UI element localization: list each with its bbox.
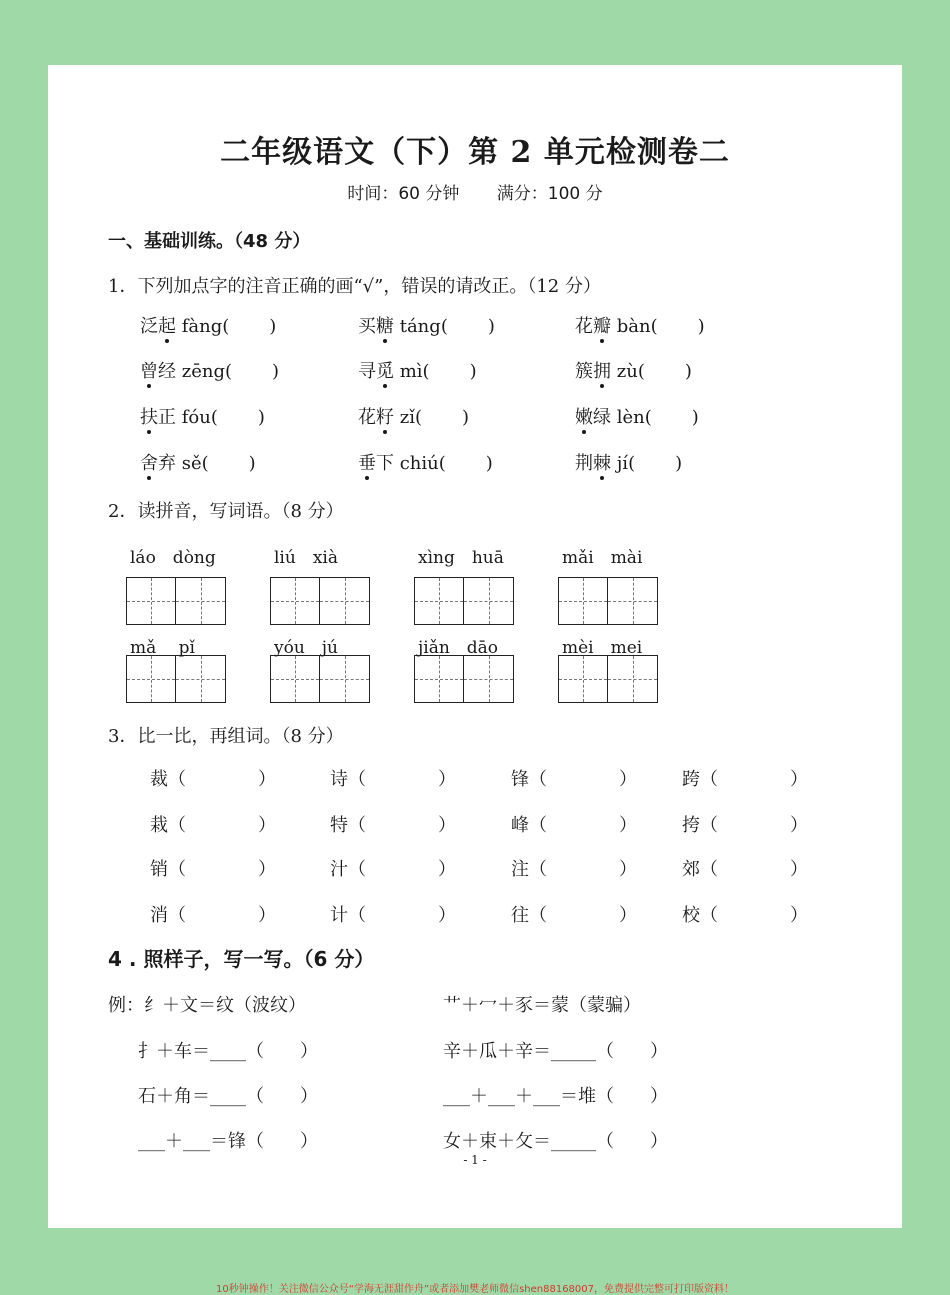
compare-item <box>511 901 637 927</box>
exam-paper <box>48 65 902 1228</box>
pinyin-item <box>575 403 739 429</box>
compare-item <box>682 811 808 837</box>
answer-blank[interactable]: （ ） <box>529 905 637 926</box>
composition-line[interactable]: 石＋角＝____（ ） <box>138 1086 318 1107</box>
grid-cell[interactable] <box>464 656 513 702</box>
dotted-char: 垂 <box>358 449 376 475</box>
pinyin-text: zǐ <box>394 407 415 428</box>
compare-item <box>330 811 456 837</box>
compare-char: 注 <box>511 859 529 880</box>
writing-grid[interactable] <box>558 577 658 625</box>
section-1-heading: 一、基础训练。（48 分） <box>108 231 311 252</box>
pinyin-item <box>140 357 320 383</box>
compare-char: 裁 <box>150 769 168 790</box>
grid-cell[interactable] <box>608 578 657 624</box>
grid-cell[interactable] <box>176 656 225 702</box>
compare-char: 锋 <box>511 769 529 790</box>
pinyin-text: táng <box>394 316 441 337</box>
answer-blank[interactable]: () <box>637 361 732 382</box>
pinyin-label: mǎ pǐ <box>130 638 195 658</box>
answer-blank[interactable]: () <box>440 316 535 337</box>
q2-prompt: 2．读拼音，写词语。（8 分） <box>108 501 344 522</box>
composition-line[interactable]: ___＋___＋___＝堆（ ） <box>443 1086 668 1107</box>
answer-blank[interactable]: （ ） <box>529 769 637 790</box>
compare-char: 特 <box>330 815 348 836</box>
pinyin-text: chiú <box>394 453 439 474</box>
writing-grid[interactable] <box>414 577 514 625</box>
writing-grid[interactable] <box>270 655 370 703</box>
answer-blank[interactable]: （ ） <box>168 769 276 790</box>
exam-meta <box>48 179 902 204</box>
composition-line[interactable]: 女＋束＋攵＝_____（ ） <box>443 1131 668 1152</box>
compare-char: 汁 <box>330 859 348 880</box>
pinyin-item <box>358 403 510 429</box>
grid-cell[interactable] <box>127 656 176 702</box>
grid-cell[interactable] <box>176 578 225 624</box>
answer-blank[interactable]: （ ） <box>700 859 808 880</box>
compare-item <box>330 855 456 881</box>
grid-cell[interactable] <box>271 656 320 702</box>
dotted-char: 扶 <box>140 403 158 429</box>
grid-cell[interactable] <box>464 578 513 624</box>
answer-blank[interactable]: （ ） <box>700 905 808 926</box>
compare-item <box>330 901 456 927</box>
compare-item <box>330 765 456 791</box>
grid-cell[interactable] <box>127 578 176 624</box>
page-title: 二年级语文（下）第 2 单元检测卷二 <box>220 135 730 170</box>
answer-blank[interactable]: （ ） <box>168 859 276 880</box>
pinyin-text: lèn <box>611 407 645 428</box>
compare-char: 挎 <box>682 815 700 836</box>
answer-blank[interactable]: () <box>222 316 317 337</box>
answer-blank[interactable]: （ ） <box>348 905 456 926</box>
pinyin-item <box>575 357 732 383</box>
compare-item <box>150 901 276 927</box>
compare-item <box>511 855 637 881</box>
q4-prompt: 4 . 照样子，写一写。（6 分） <box>108 947 375 971</box>
answer-blank[interactable]: （ ） <box>348 815 456 836</box>
grid-cell[interactable] <box>608 656 657 702</box>
pinyin-item <box>358 357 517 383</box>
answer-blank[interactable]: （ ） <box>168 905 276 926</box>
pinyin-label: xìng huā <box>418 548 504 568</box>
dotted-char: 嫩 <box>575 403 593 429</box>
answer-blank[interactable]: （ ） <box>529 815 637 836</box>
compare-char: 栽 <box>150 815 168 836</box>
compare-char: 计 <box>330 905 348 926</box>
word-char: 寻 <box>358 361 376 382</box>
grid-cell[interactable] <box>320 578 369 624</box>
pinyin-text: bàn <box>611 316 651 337</box>
answer-blank[interactable]: () <box>650 316 745 337</box>
pinyin-item <box>575 312 745 338</box>
full-score: 满分：100 分 <box>496 184 603 204</box>
answer-blank[interactable]: () <box>224 361 320 382</box>
grid-cell[interactable] <box>415 656 464 702</box>
word-char: 绿 <box>593 407 611 428</box>
pinyin-label: yóu jú <box>274 638 339 658</box>
compare-item <box>150 765 276 791</box>
dotted-char: 糖 <box>376 312 394 338</box>
pinyin-item <box>140 403 305 429</box>
dotted-char: 起 <box>158 312 176 338</box>
pinyin-text: zēng <box>176 361 225 382</box>
pinyin-item <box>358 449 533 475</box>
compare-item <box>682 901 808 927</box>
compare-char: 往 <box>511 905 529 926</box>
answer-blank[interactable]: () <box>210 407 305 428</box>
dotted-char: 觅 <box>376 357 394 383</box>
word-char: 簇 <box>575 361 593 382</box>
writing-grid[interactable] <box>126 655 226 703</box>
answer-blank[interactable]: （ ） <box>700 815 808 836</box>
grid-cell[interactable] <box>271 578 320 624</box>
grid-cell[interactable] <box>320 656 369 702</box>
pinyin-item <box>140 312 317 338</box>
grid-cell[interactable] <box>559 578 608 624</box>
word-char: 花 <box>575 316 593 337</box>
compare-item <box>682 855 808 881</box>
dotted-char: 拥 <box>593 357 611 383</box>
grid-cell[interactable] <box>415 578 464 624</box>
time-limit: 时间：60 分钟 <box>347 184 460 204</box>
footer-notice: 10秒钟操作！关注微信公众号“学海无涯甜作舟”或者添加樊老师微信shen88168007，免费提供完整可打印版资料！ <box>215 1284 735 1295</box>
writing-grid[interactable] <box>414 655 514 703</box>
word-char: 正 <box>158 407 176 428</box>
pinyin-item <box>358 312 535 338</box>
word-char: 经 <box>158 361 176 382</box>
dotted-char: 舍 <box>140 449 158 475</box>
compare-item <box>682 765 808 791</box>
word-char: 买 <box>358 316 376 337</box>
answer-blank[interactable]: () <box>628 453 723 474</box>
answer-blank[interactable]: （ ） <box>348 859 456 880</box>
q4-example-1: 例：纟＋文＝纹（波纹） <box>108 995 306 1016</box>
pinyin-label: mèi mei <box>562 638 643 658</box>
pinyin-item <box>575 449 723 475</box>
pinyin-item <box>140 449 296 475</box>
compare-char: 跨 <box>682 769 700 790</box>
writing-grid[interactable] <box>558 655 658 703</box>
answer-blank[interactable]: （ ） <box>348 769 456 790</box>
dotted-char: 瓣 <box>593 312 611 338</box>
pinyin-text: zù <box>611 361 638 382</box>
compare-item <box>511 765 637 791</box>
compare-item <box>150 855 276 881</box>
compare-char: 峰 <box>511 815 529 836</box>
answer-blank[interactable]: () <box>414 407 510 428</box>
compare-item <box>150 811 276 837</box>
pinyin-label: láo dòng <box>130 548 216 568</box>
pinyin-label: mǎi mài <box>562 548 643 568</box>
answer-blank[interactable]: () <box>422 361 517 382</box>
dotted-char: 曾 <box>140 357 158 383</box>
dotted-char: 棘 <box>593 449 611 475</box>
pinyin-text: mì <box>394 361 423 382</box>
answer-blank[interactable]: （ ） <box>700 769 808 790</box>
pinyin-text: sě <box>176 453 202 474</box>
pinyin-label: jiǎn dāo <box>418 638 499 658</box>
compare-char: 诗 <box>330 769 348 790</box>
answer-blank[interactable]: () <box>438 453 533 474</box>
compare-char: 消 <box>150 905 168 926</box>
answer-blank[interactable]: （ ） <box>168 815 276 836</box>
word-char: 花 <box>358 407 376 428</box>
compare-item <box>511 811 637 837</box>
answer-blank[interactable]: () <box>644 407 739 428</box>
compare-char: 销 <box>150 859 168 880</box>
pinyin-text: fóu <box>176 407 211 428</box>
q1-prompt: 1．下列加点字的注音正确的画“√”，错误的请改正。（12 分） <box>108 276 601 297</box>
writing-grid[interactable] <box>270 577 370 625</box>
word-char: 泛 <box>140 316 158 337</box>
q4-example-2: 艹＋冖＋豕＝蒙（蒙骗） <box>443 995 641 1016</box>
page-number: - 1 - <box>463 1153 487 1167</box>
dotted-char: 籽 <box>376 403 394 429</box>
writing-grid[interactable] <box>126 577 226 625</box>
compare-char: 校 <box>682 905 700 926</box>
word-char: 下 <box>376 453 394 474</box>
pinyin-label: liú xià <box>274 548 338 568</box>
pinyin-text: jí <box>611 453 629 474</box>
pinyin-text: fàng <box>176 316 223 337</box>
composition-line[interactable]: 辛＋瓜＋辛＝_____（ ） <box>443 1041 668 1062</box>
answer-blank[interactable]: () <box>201 453 296 474</box>
composition-line[interactable]: 扌＋车＝____（ ） <box>138 1041 318 1062</box>
grid-cell[interactable] <box>559 656 608 702</box>
answer-blank[interactable]: （ ） <box>529 859 637 880</box>
word-char: 荆 <box>575 453 593 474</box>
composition-line[interactable]: ___＋___＝锋（ ） <box>138 1131 318 1152</box>
q3-prompt: 3．比一比，再组词。（8 分） <box>108 726 344 747</box>
word-char: 弃 <box>158 453 176 474</box>
compare-char: 郊 <box>682 859 700 880</box>
